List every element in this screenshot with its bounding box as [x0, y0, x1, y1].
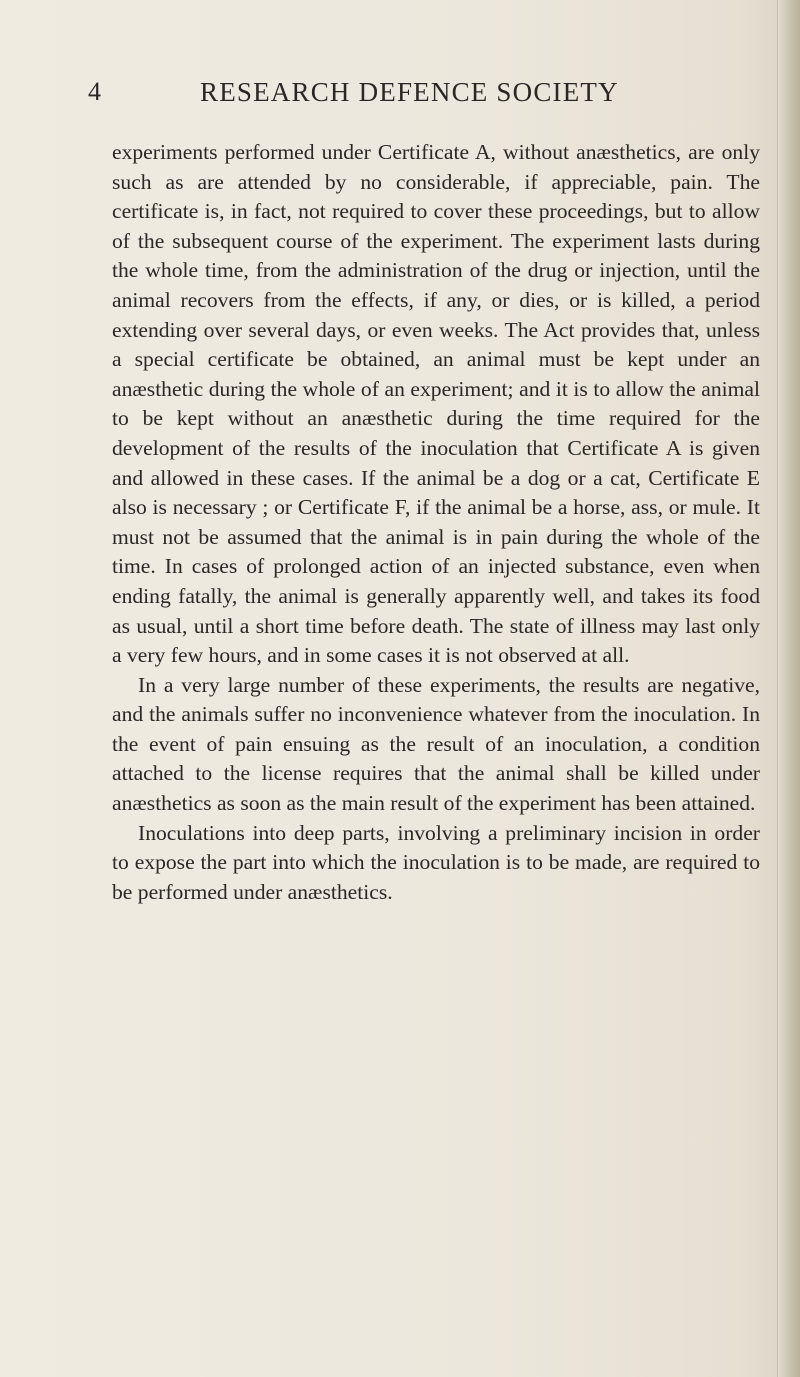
- paragraph-1: experiments performed under Certificate A, without anæsthetics, are only such as are attended by no considerable, if appreciable, pain. The certificate is, in fact, not required to cover these proceedings, but to allow of the subsequent course of the experiment. The experiment lasts during the whole time, from the administration of the drug or injection, until the animal recovers from the effects, if any, or dies, or is killed, a period extending over several days, or even weeks. The Act provides that, unless a special certificate be obtained, an animal must be kept under an anæsthetic during the whole of an experiment; and it is to allow the animal to be kept without an anæsthetic during the time required for the development of the results of the inoculation that Certificate A is given and allowed in these cases. If the animal be a dog or a cat, Certificate E also is necessary ; or Certificate F, if the animal be a horse, ass, or mule. It must not be assumed that the animal is in pain during the whole of the time. In cases of prolonged action of an injected substance, even when ending fatally, the animal is generally apparently well, and takes its food as usual, until a short time before death. The state of illness may last only a very few hours, and in some cases it is not observed at all.: [112, 140, 760, 668]
- paragraph-2: In a very large number of these experiments, the results are negative, and the animals suffer no inconvenience whatever from the inoculation. In the event of pain ensuing as the result of an inoculation, a condition attached to the license requires that the animal shall be killed under anæsthetics as soon as the main result of the experiment has been attained.: [112, 672, 760, 816]
- page-edge: [777, 0, 800, 1377]
- page-number: 4: [88, 77, 102, 106]
- body-text: [112, 138, 760, 907]
- running-head: RESEARCH DEFENCE SOCIETY: [200, 77, 619, 107]
- paragraph-3: Inoculations into deep parts, involving a preliminary incision in order to expose the part into which the inoculation is to be made, are required to be performed under anæsthetics.: [112, 820, 760, 904]
- page-header: [0, 72, 780, 112]
